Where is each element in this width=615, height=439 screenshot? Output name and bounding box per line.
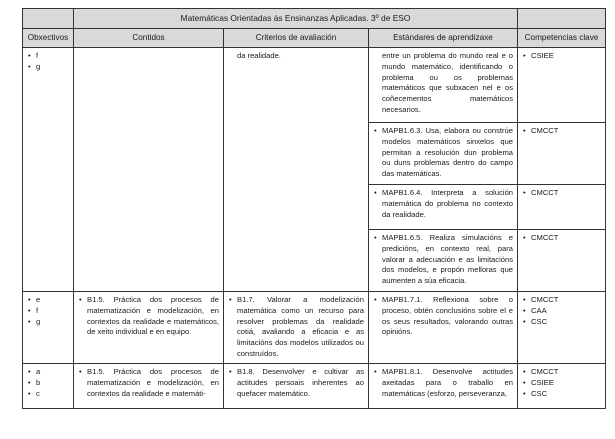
estandar-cell [369,292,518,364]
table-title: Matemáticas Orientadas ás Ensinanzas Aplicadas. 3º de ESO [74,9,518,29]
contido-text: • B1.5. Práctica dos procesos de matematización e modelización, en contextos da realidade e matemáticos, de xeito individual e en equipo. [78,295,219,338]
obxectivos-cell [23,292,74,364]
criterio-text: • B1.8. Desenvolver e cultivar as actitudes persoais inherentes ao quefacer matemático. [228,367,364,399]
list-item: • f [27,51,69,62]
criterio-cell [224,292,369,364]
contidos-cell [74,48,224,292]
estandar-text: entre un problema do mundo real e o mundo matemático, identificando o problema ou os problemas matemáticos que subxacen nel e os coñecementos matemáticos necesarios. [382,51,514,114]
list-item: • b [27,378,69,389]
obxectivos-cell [23,364,74,409]
list-item: • c [27,389,69,400]
list-item: • CMCCT [522,126,601,137]
competencias-cell [518,185,606,230]
competencias-cell [518,292,606,364]
table-row [23,292,606,364]
criterio-cell [224,48,369,292]
estandar-cell [369,185,518,230]
obxectivos-cell [23,48,74,292]
list-item: • g [27,317,69,328]
title-blank-cell [518,9,606,29]
list-item: • CSC [522,389,601,400]
competencias-cell [518,48,606,123]
header-criterios: Criterios de avaliación [224,29,369,48]
criterio-text: • B1.7. Valorar a modelización matemática como un recurso para resolver problemas da realidade cotiá, avaliando a eficacia e as limitacións dos modelos utilizados ou construídos. [228,295,364,360]
title-blank-cell [23,9,74,29]
table-row [23,48,606,123]
header-row [23,29,606,48]
estandar-text: • MAPB1.6.3. Usa, elabora ou constrúe modelos matemáticos sinxelos que permitan a resolución dun problema ou duns problemas dentro do campo das matemáticas. [373,126,513,180]
competencias-list [522,295,601,327]
list-item: • e [27,295,69,306]
header-contidos: Contidos [74,29,224,48]
obxectivos-list [27,367,69,399]
list-item: • CMCCT [522,367,601,378]
estandar-cell [369,364,518,409]
list-item: • CSIEE [522,378,601,389]
contidos-cell [74,364,224,409]
estandar-cell [369,123,518,185]
competencias-cell [518,123,606,185]
criterio-cell [224,364,369,409]
obxectivos-list [27,51,69,73]
estandar-text: • MAPB1.6.4. Interpreta a solución matemática do problema no contexto da realidade. [373,188,513,220]
competencias-list [522,367,601,399]
criterio-text: da realidade. [237,51,281,60]
estandar-cell [369,48,518,123]
curriculum-table [22,8,606,409]
table-row [23,364,606,409]
list-item: • a [27,367,69,378]
estandar-text: • MAPB1.6.5. Realiza simulacións e predicións, en contexto real, para valorar a adecuación e as limitacións dos modelos, e propón melloras que aumenten a súa eficacia. [373,233,513,287]
list-item: • CMCCT [522,188,601,199]
contidos-cell [74,292,224,364]
list-item: • g [27,62,69,73]
estandar-text: • MAPB1.7.1. Reflexiona sobre o proceso, obtén conclusións sobre el e os seus resultados, valorando outras opinións. [373,295,513,338]
header-obxectivos: Obxectivos [23,29,74,48]
list-item: • CSIEE [522,51,601,62]
list-item: • f [27,306,69,317]
competencias-cell [518,230,606,292]
list-item: • CSC [522,317,601,328]
obxectivos-list [27,295,69,327]
contido-text: • B1.5. Práctica dos procesos de matematización e modelización, en contextos da realidade e matemáti- [78,367,219,399]
list-item: • CMCCT [522,233,601,244]
list-item: • CMCCT [522,295,601,306]
table-title-row [23,9,606,29]
estandar-text: • MAPB1.8.1. Desenvolve actitudes axeitadas para o traballo en matemáticas (esforzo, perseveranza, [373,367,513,399]
estandar-cell [369,230,518,292]
competencias-cell [518,364,606,409]
list-item: • CAA [522,306,601,317]
header-estandares: Estándares de aprendizaxe [369,29,518,48]
header-competencias: Competencias clave [518,29,606,48]
